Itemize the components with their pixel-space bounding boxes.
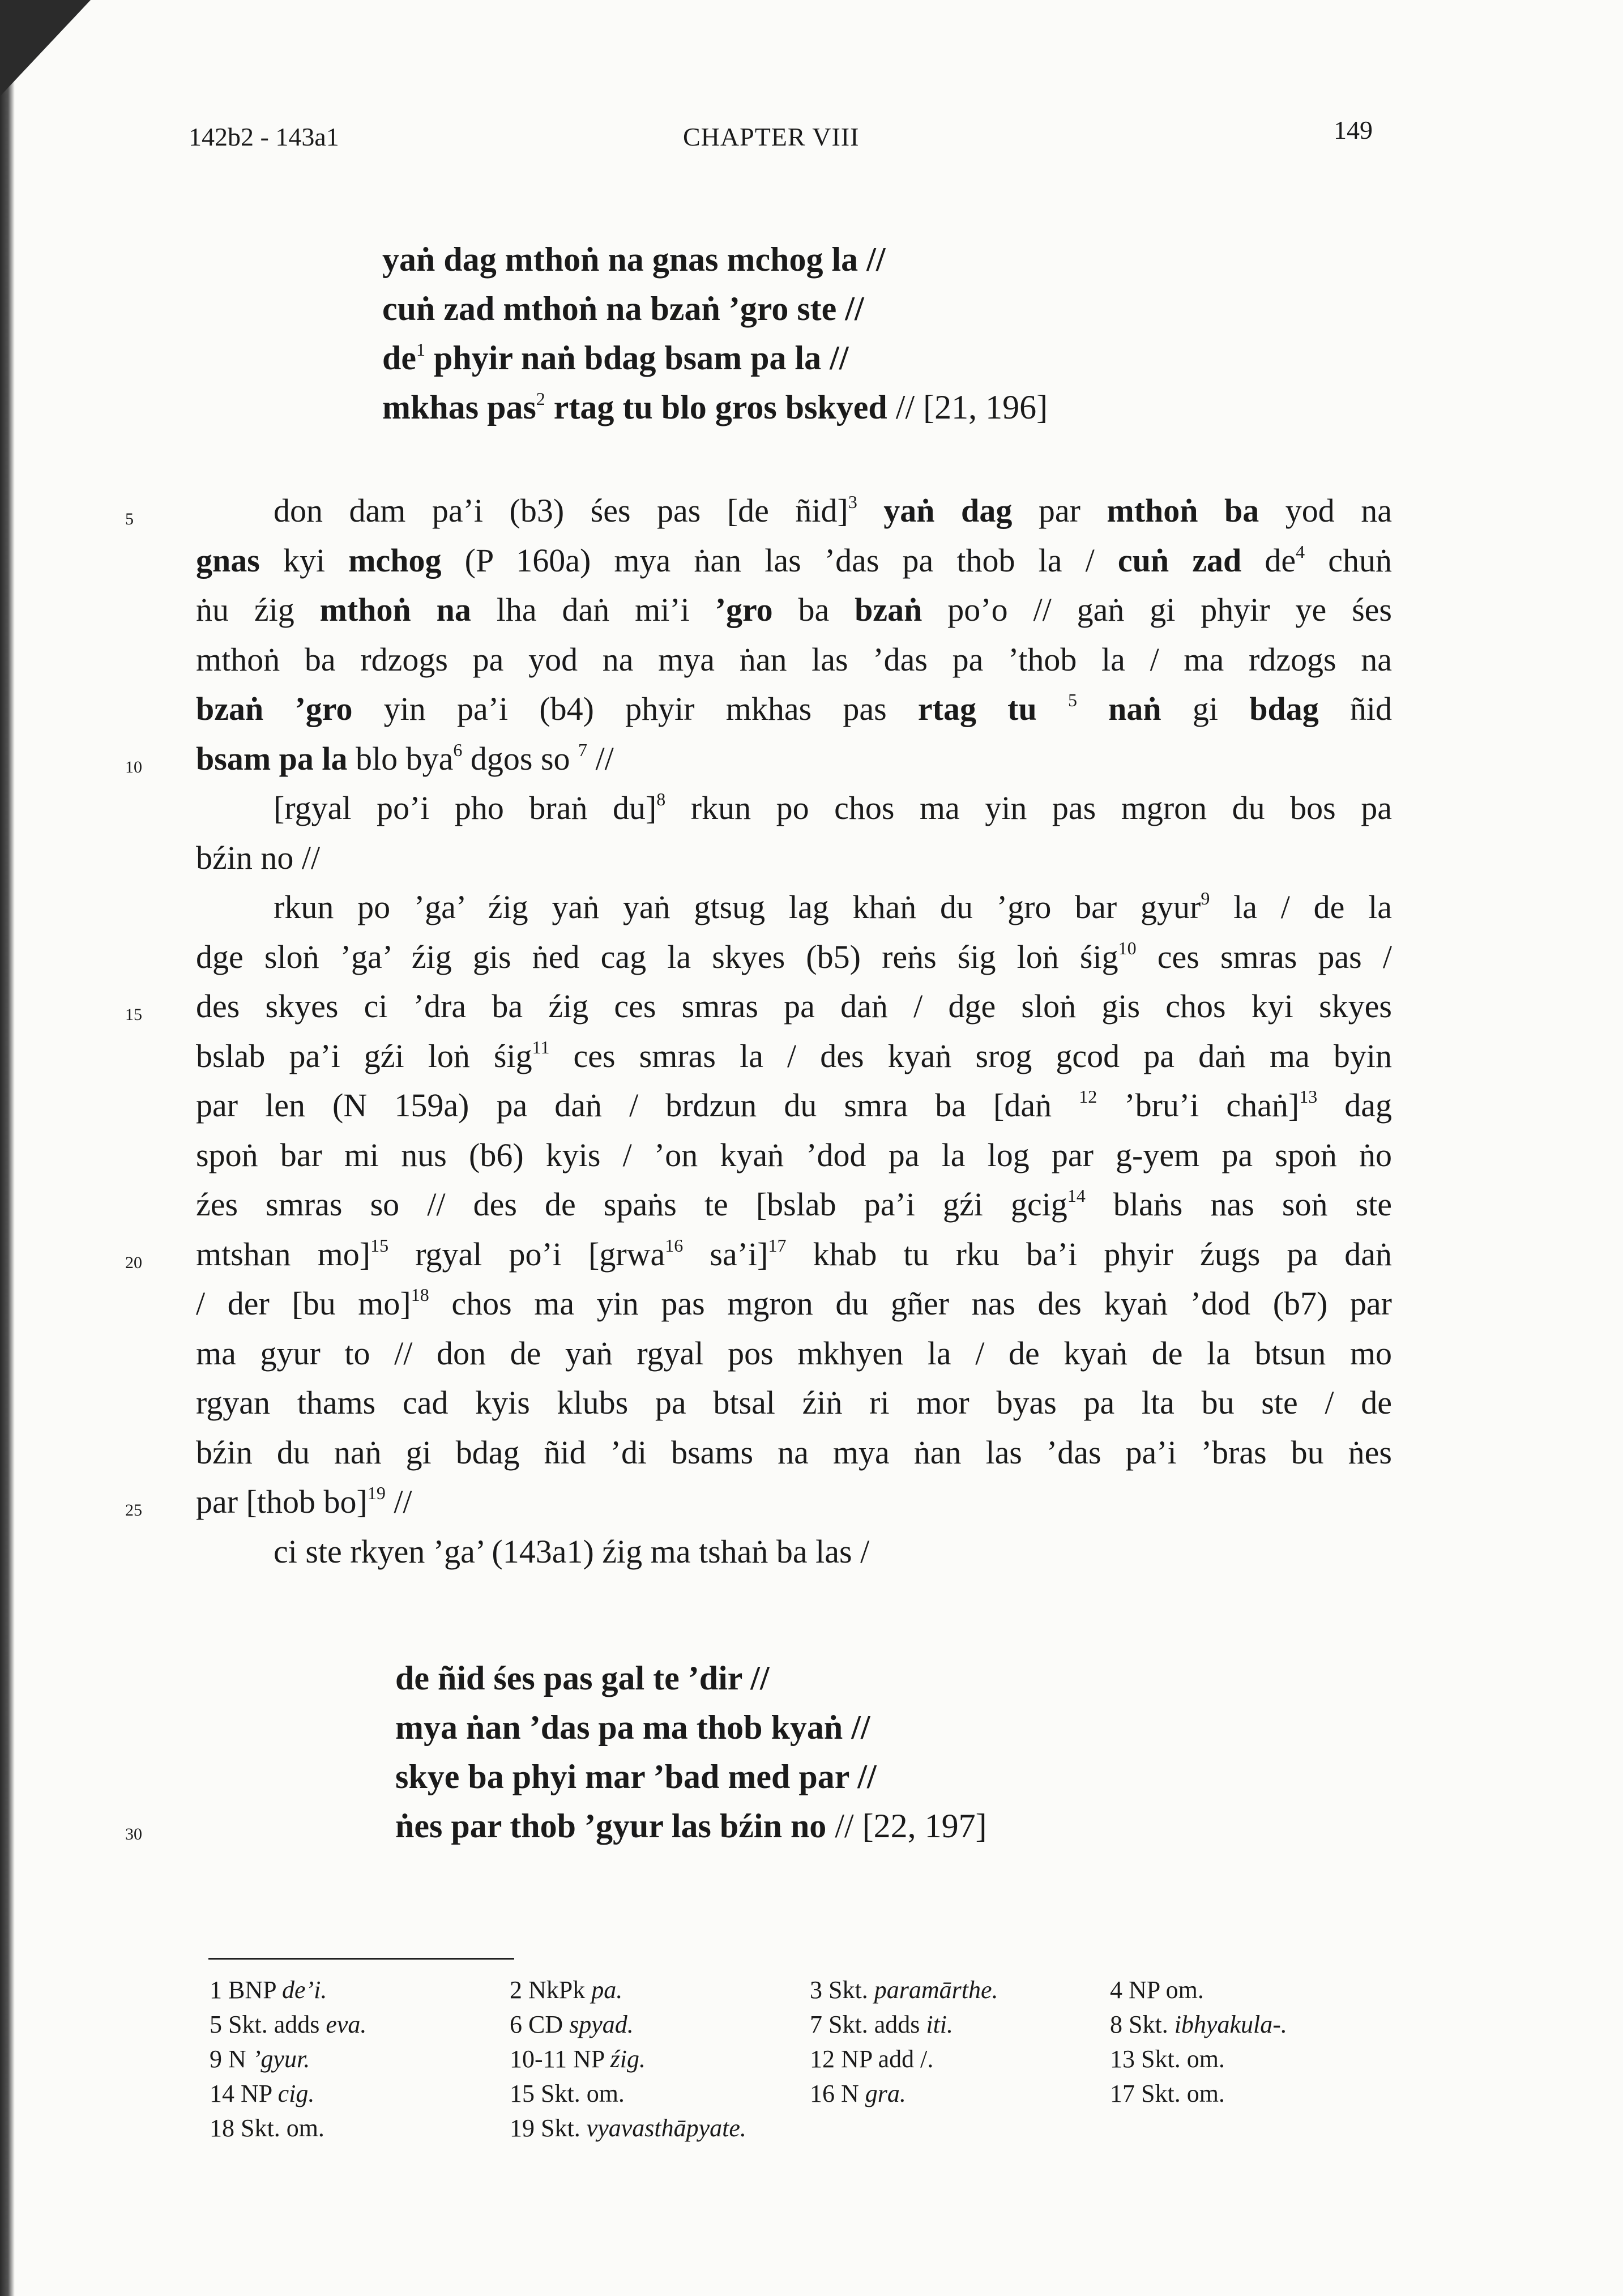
- footnote-marker: 19: [367, 1483, 386, 1503]
- text-line: bźin no //: [196, 839, 321, 876]
- footnote-marker: 13: [1299, 1086, 1318, 1107]
- footnote-marker: 5: [1067, 690, 1077, 710]
- text-line: mthoṅ ba rdzogs pa yod na mya ṅan las ’das pa ’thob la / ma rdzogs na: [196, 641, 1392, 678]
- verse-line: [382, 235, 1048, 284]
- text-line: par len (N 159a) pa daṅ / brdzun du smra ba [daṅ $^{12}$ ’bru’i chaṅ]$^{13}$ dag: [196, 1086, 1392, 1124]
- text-line: bźin du naṅ gi bdag ñid ’di bsams na mya ṅan las ’das pa’i ’bras bu ṅes: [196, 1433, 1392, 1471]
- footnote-marker: 11: [532, 1036, 550, 1057]
- footnote-marker: 9: [1201, 888, 1210, 908]
- verse-text: mkhas pas: [382, 389, 536, 426]
- verse-line: [395, 1703, 987, 1752]
- footnote: 14 NP cig.: [210, 2080, 315, 2107]
- verse-text: rtag tu blo gros bskyed: [545, 389, 887, 426]
- line-number: 10: [125, 758, 142, 776]
- text-line: [rgyal po’i pho braṅ du]$^8$ rkun po chos ma yin pas mgron du bos pa: [274, 789, 1392, 826]
- footnote: 1 BNP de’i.: [210, 1976, 327, 2004]
- text-line: rgyan thams cad kyis klubs pa btsal źiṅ ri mor byas pa lta bu ste / de: [196, 1384, 1392, 1421]
- footnote-marker: 3: [848, 492, 857, 512]
- verse-line: [395, 1752, 987, 1802]
- footnote-marker: 18: [411, 1284, 429, 1305]
- footnote: 16 N gra.: [810, 2080, 906, 2107]
- footnote-marker: 2: [536, 389, 545, 409]
- footnote: 3 Skt. paramārthe.: [810, 1976, 998, 2004]
- verse-line: [382, 334, 1048, 383]
- folio-reference: 142b2 - 143a1: [189, 122, 339, 151]
- line-number: 20: [125, 1253, 142, 1272]
- verse-line: [395, 1802, 987, 1851]
- footnote: 7 Skt. adds iti.: [810, 2011, 954, 2038]
- footnote-marker: 15: [370, 1235, 389, 1256]
- page-number: 149: [1334, 116, 1373, 144]
- text-line: / der [bu mo]$^{18}$ chos ma yin pas mgron du gñer nas des kyaṅ ’dod (b7) par: [196, 1284, 1392, 1322]
- binding-edge: [0, 0, 15, 2296]
- footnote: 5 Skt. adds eva.: [210, 2011, 367, 2038]
- footnote-rule: [208, 1958, 514, 1960]
- verse-21: [382, 235, 1048, 432]
- text-line: par [thob bo]$^{19}$ //: [196, 1483, 412, 1520]
- line-number: 15: [125, 1005, 142, 1024]
- footnote: 6 CD spyad.: [510, 2011, 634, 2038]
- text-line: ci ste rkyen ’ga’ (143a1) źig ma tshaṅ ba las /: [274, 1533, 870, 1570]
- footnote-marker: 8: [656, 789, 666, 809]
- commentary: [196, 486, 1392, 1576]
- verse-text: ṅes par thob ’gyur las bźin no: [395, 1807, 827, 1845]
- footnote: 2 NkPk pa.: [510, 1976, 623, 2004]
- text-line: dge sloṅ ’ga’ źig gis ṅed cag la skyes (b5) reṅs śig loṅ śig$^{10}$ ces smras pas /: [196, 937, 1392, 975]
- footnote-marker: 1: [416, 339, 425, 360]
- chapter-title: CHAPTER VIII: [683, 122, 860, 151]
- verse-line: [382, 284, 1048, 334]
- text-line: mtshan mo]$^{15}$ rgyal po’i [grwa$^{16}$ sa’i]$^{17}$ khab tu rku ba’i phyir źugs pa daṅ: [196, 1235, 1392, 1273]
- footnote: 17 Skt. om.: [1110, 2080, 1225, 2107]
- verse-line: [382, 383, 1048, 432]
- footnote: 10-11 NP źig.: [510, 2045, 646, 2073]
- verse-text: skye ba phyi mar ’bad med par //: [395, 1758, 877, 1795]
- verse-text: yaṅ dag mthoṅ na gnas mchog la //: [382, 241, 886, 278]
- verse-text: cuṅ zad mthoṅ na bzaṅ ’gro ste //: [382, 290, 864, 327]
- footnote: 15 Skt. om.: [510, 2080, 625, 2107]
- verse-reference: // [22, 197]: [826, 1807, 987, 1845]
- footnote: 4 NP om.: [1110, 1976, 1204, 2004]
- text-line: rkun po ’ga’ źig yaṅ yaṅ gtsug lag khaṅ du ’gro bar gyur$^9$ la / de la: [274, 888, 1393, 925]
- text-line: źes smras so // des de spaṅs te [bslab pa’i gźi gcig$^{14}$ blaṅs nas soṅ ste: [196, 1185, 1392, 1223]
- running-header: [0, 116, 1623, 167]
- footnote-marker: 14: [1067, 1185, 1086, 1206]
- verse-text: de ñid śes pas gal te ’dir //: [395, 1659, 770, 1697]
- text-line: ṅu źig mthoṅ na lha daṅ mi’i ’gro ba bzaṅ po’o // gaṅ gi phyir ye śes: [196, 591, 1392, 628]
- text-line: bzaṅ ’gro yin pa’i (b4) phyir mkhas pas rtag tu $^5$ naṅ gi bdag ñid: [196, 690, 1393, 727]
- line-number: 30: [125, 1825, 142, 1843]
- verse-22: [395, 1654, 987, 1851]
- text-line: gnas kyi mchog (P 160a) mya ṅan las ’das pa thob la / cuṅ zad $de^4$ chuṅ: [196, 541, 1392, 579]
- footnote: 18 Skt. om.: [210, 2114, 324, 2142]
- verse-text: phyir naṅ bdag bsam pa la //: [425, 339, 849, 377]
- line-number: 5: [125, 510, 134, 528]
- text-line: don dam pa’i (b3) śes pas [de ñid]$^3$ yaṅ dag par mthoṅ ba yod na: [274, 492, 1393, 529]
- footnote: 13 Skt. om.: [1110, 2045, 1225, 2073]
- footnote-marker: 16: [665, 1235, 684, 1256]
- footnote: 9 N ’gyur.: [210, 2045, 310, 2073]
- verse-line: [395, 1654, 987, 1703]
- verse-reference: // [21, 196]: [887, 389, 1048, 426]
- footnote-marker: 4: [1296, 541, 1305, 562]
- verse-text: mya ṅan ’das pa ma thob kyaṅ //: [395, 1709, 870, 1746]
- footnote: 8 Skt. ibhyakula-.: [1110, 2011, 1287, 2038]
- text-line: des skyes ci ’dra ba źig ces smras pa daṅ / dge sloṅ gis chos kyi skyes: [196, 988, 1392, 1025]
- corner-shadow: [0, 0, 91, 96]
- verse-text: de: [382, 339, 416, 377]
- text-line: bslab pa’i gźi loṅ śig$^{11}$ ces smras la / des kyaṅ srog gcod pa daṅ ma byin: [196, 1036, 1392, 1074]
- footnote: 12 NP add /.: [810, 2045, 934, 2073]
- footnote: 19 Skt. vyavasthāpyate.: [510, 2114, 746, 2142]
- footnote-marker: 10: [1118, 937, 1137, 958]
- footnote-marker: 7: [578, 739, 588, 760]
- footnote-marker: 6: [453, 739, 463, 760]
- footnote-marker: 12: [1079, 1086, 1097, 1107]
- footnote-marker: 17: [768, 1235, 787, 1256]
- text-line: bsam pa la blo bya$^6$ dgos so $^7$ //: [196, 739, 614, 777]
- text-line: spoṅ bar mi nus (b6) kyis / ’on kyaṅ ’dod pa la log par g-yem pa spoṅ ṅo: [196, 1136, 1392, 1173]
- text-line: ma gyur to // don de yaṅ rgyal pos mkhyen la / de kyaṅ de la btsun mo: [196, 1334, 1392, 1372]
- line-number: 25: [125, 1501, 142, 1520]
